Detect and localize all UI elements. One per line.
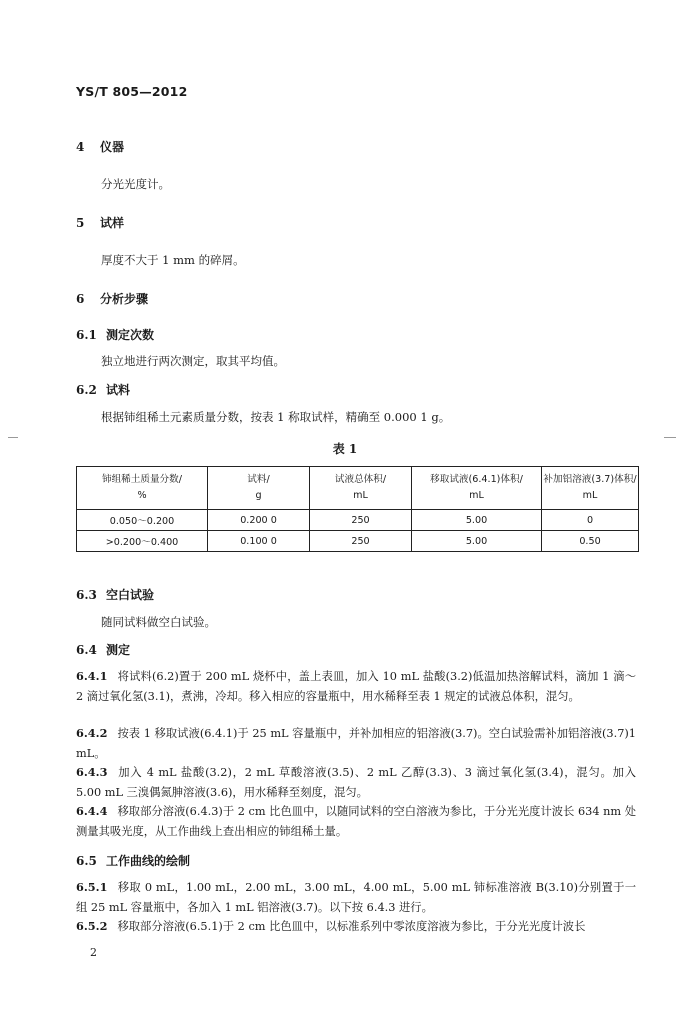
table-cell: >0.200～0.400 <box>77 531 208 552</box>
section-6-heading: 6 分析步骤 <box>76 292 149 306</box>
table-cell: 250 <box>310 531 412 552</box>
section-6-5-heading: 6.5 工作曲线的绘制 <box>76 854 191 868</box>
table-row <box>77 510 639 531</box>
table-cell: 0.50 <box>542 531 639 552</box>
section-5-heading: 5 试样 <box>76 216 125 230</box>
table-1 <box>76 466 639 552</box>
section-6-3-heading: 6.3 空白试验 <box>76 588 155 602</box>
section-6-4-heading: 6.4 测定 <box>76 643 131 657</box>
section-5-text: 厚度不大于 1 mm 的碎屑。 <box>101 253 245 267</box>
section-6-1-heading: 6.1 测定次数 <box>76 328 155 342</box>
paragraph-6-5-1: 6.5.1 移取 0 mL，1.00 mL，2.00 mL，3.00 mL，4.00 mL，5.00 mL 铈标准溶液 B(3.10)分别置于一组 25 mL 容量瓶中，各加入 1 mL 铝溶液(3.7)。以下按 6.4.3 进行。 <box>76 880 636 914</box>
standard-header: YS/T 805—2012 <box>76 84 188 99</box>
paragraph-6-5-2: 6.5.2 移取部分溶液(6.5.1)于 2 cm 比色皿中，以标准系列中零浓度溶液为参比，于分光光度计波长 <box>76 919 586 933</box>
table-cell: 5.00 <box>412 510 542 531</box>
page-number: 2 <box>90 946 97 959</box>
table-header-cell: 试料/ g <box>208 467 310 510</box>
paragraph-6-4-3: 6.4.3 加入 4 mL 盐酸(3.2)，2 mL 草酸溶液(3.5)、2 mL 乙醇(3.3)、3 滴过氧化氢(3.4)，混匀。加入 5.00 mL 三溴偶氮胂溶液(3.6)，用水稀释至刻度，混匀。 <box>76 765 636 799</box>
section-4-heading: 4 仪器 <box>76 140 125 154</box>
table-cell: 0 <box>542 510 639 531</box>
scan-mark <box>664 437 676 438</box>
table-header-cell: 移取试液(6.4.1)体积/ mL <box>412 467 542 510</box>
paragraph-6-4-2: 6.4.2 按表 1 移取试液(6.4.1)于 25 mL 容量瓶中，并补加相应的铝溶液(3.7)。空白试验需补加铝溶液(3.7)1 mL。 <box>76 726 636 760</box>
table-cell: 0.100 0 <box>208 531 310 552</box>
table-row <box>77 531 639 552</box>
table-cell: 5.00 <box>412 531 542 552</box>
table-cell: 250 <box>310 510 412 531</box>
table-header-cell: 补加铝溶液(3.7)体积/ mL <box>542 467 639 510</box>
paragraph-6-4-4: 6.4.4 移取部分溶液(6.4.3)于 2 cm 比色皿中，以随同试料的空白溶液为参比，于分光光度计波长 634 nm 处测量其吸光度，从工作曲线上查出相应的铈组稀土量。 <box>76 804 636 838</box>
section-6-3-text: 随同试料做空白试验。 <box>101 615 216 629</box>
table-header-cell: 铈组稀土质量分数/ % <box>77 467 208 510</box>
table-1-caption: 表 1 <box>332 442 358 456</box>
paragraph-6-4-1: 6.4.1 将试料(6.2)置于 200 mL 烧杯中，盖上表皿，加入 10 mL 盐酸(3.2)低温加热溶解试料，滴加 1 滴～2 滴过氧化氢(3.1)，煮沸，冷却。移入相应的容量瓶中，用水稀释至表 1 规定的试液总体积，混匀。 <box>76 669 636 703</box>
table-cell: 0.050～0.200 <box>77 510 208 531</box>
section-6-2-text: 根据铈组稀土元素质量分数，按表 1 称取试样，精确至 0.000 1 g。 <box>101 410 451 424</box>
scan-mark <box>8 437 18 438</box>
section-4-text: 分光光度计。 <box>101 177 170 191</box>
table-header-cell: 试液总体积/ mL <box>310 467 412 510</box>
table-header-row <box>77 467 639 510</box>
section-6-1-text: 独立地进行两次测定，取其平均值。 <box>101 354 285 368</box>
table-cell: 0.200 0 <box>208 510 310 531</box>
section-6-2-heading: 6.2 试料 <box>76 383 131 397</box>
